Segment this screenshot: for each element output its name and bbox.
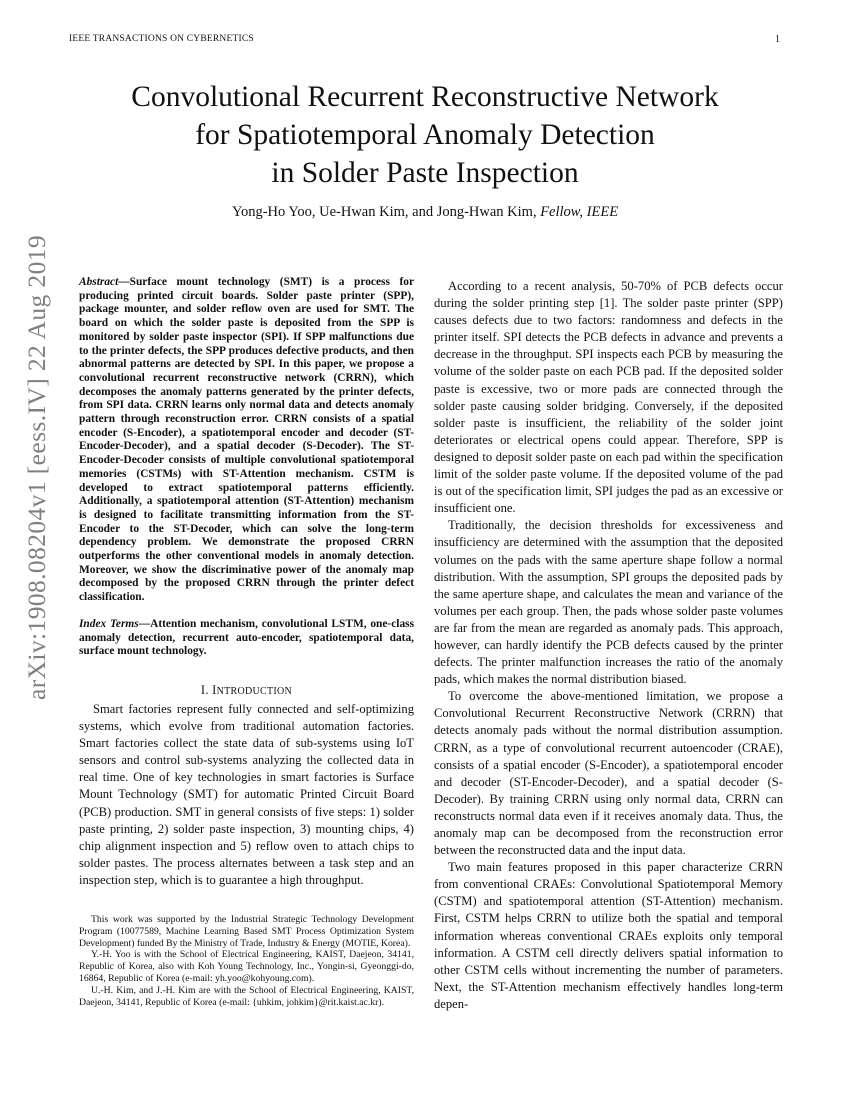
abstract-text: —Surface mount technology (SMT) is a process for producing printed circuit boards. Solder paste printer (SPP), package mounter, and solder reflow oven are used for SMT. The board on which the solder paste is deposited from the SPP is monitored by solder paste inspector (SPI). If SPP malfunctions due to the printer defects, the SPP produces defective products, and then abnormal patterns are detected by SPI. In this paper, we propose a convolutional recurrent reconstructive network (CRRN), which decomposes the anomaly patterns generated by the printer defects, from SPI data. CRRN learns only normal data and detects anomaly pattern through reconstruction error. CRRN consists of a spatial encoder (S-Encoder), a spatiotemporal encoder and decoder (ST-Encoder-Decoder), and a spatial decoder (S-Decoder). The ST-Encoder-Decoder consists of multiple convolutional spatiotemporal memories (CSTMs) with ST-Attention mechanism. CSTM is developed to extract spatiotemporal patterns efficiently. Additionally, a spatiotemporal attention (ST-Attention) mechanism is designed to facilitate transmitting information from the ST-Encoder to the ST-Decoder, which can solve the long-term dependency problem. We demonstrate the proposed CRRN outperforms the other conventional models in anomaly detection. Moreover, we show the discriminative power of the anomaly map decomposed by the proposed CRRN through the printer defect classification. xyxy=(79,276,414,604)
section-title-initial: I xyxy=(212,683,217,697)
right-paragraph-2: Traditionally, the decision thresholds for excessiveness and insufficiency are determined with the assumption that the deposited volumes on the pads with the same aperture shape follow a normal distribution. With the assumption, SPI groups the deposited pads by the same aperture shape, and calculates the mean and variance of the volumes per each group. Then, the pads whose solder paste volumes are far from the mean are regarded as anomaly pads. This approach, however, can hardly identify the PCB defects caused by the printer defects. The printer malfunction increases the ratio of the anomaly pads, which makes the normal distribution biased. xyxy=(434,518,783,687)
right-paragraph-4: Two main features proposed in this paper characterize CRRN from conventional CRAEs: Convolutional Spatiotemporal Memory (CSTM) and spatiotemporal attention (ST-Attention) mechanism. First, CSTM helps CRRN to utilize both the spatial and temporal information whereas conventional CRAEs exploits only temporal information. A CSTM cell directly delivers spatial information to other CSTM cells without incrementing the number of parameters. Next, the ST-Attention mechanism effectively handles long-term depen- xyxy=(434,860,783,1011)
footnotes xyxy=(79,914,414,1008)
title-line-1: Convolutional Recurrent Reconstructive Network xyxy=(131,81,719,113)
introduction-body xyxy=(79,701,414,889)
index-terms xyxy=(79,618,414,659)
section-number: I. xyxy=(200,683,213,697)
author-fellow-suffix: Fellow, IEEE xyxy=(540,204,619,220)
intro-paragraph-1: Smart factories represent fully connected and self-optimizing systems, which evolve from traditional automation factories. Smart factories collect the state data of sub-systems using IoT sensors and control sub-systems analyzing the collected data in real time. One of key technologies in smart factories is Surface Mount Technology (SMT) for automatic Printed Circuit Board (PCB) production. SMT in general consists of five steps: 1) solder paste printing, 2) solder paste inspection, 3) mounting chips, 4) chip alignment inspection and 5) reflow oven to attach chips to solder pastes. The process alternates between a task step and an inspection step, which is to guarantee a high throughput. xyxy=(79,702,414,887)
arxiv-identifier: arXiv:1908.08204v1 [eess.IV] 22 Aug 2019 xyxy=(22,234,51,700)
index-terms-label: Index Terms xyxy=(79,618,139,630)
footnote-funding: This work was supported by the Industrial Strategic Technology Development Program (10077589, Machine Learning Based SMT Process Optimization System Development) funded By the Ministry of Trade, Industry & Energy (MOTIE, Korea). xyxy=(79,914,414,949)
right-paragraph-3: To overcome the above-mentioned limitation, we propose a Convolutional Recurrent Reconstructive Network (CRRN) that detects anomaly pads without the normal distribution assumption. CRRN, as a type of convolutional recurrent autoencoder (CRAE), consists of a spatial encoder (S-Encoder), a spatiotemporal encoder and decoder (ST-Encoder-Decoder), and a spatial decoder (S-Decoder). By training CRRN using only normal data, CRRN can reconstructs normal data even if it receives anomaly data. Thus, the anomaly map can be decomposed from the reconstruction error between the reconstructed data and the input data. xyxy=(434,689,783,858)
index-terms-text: —Attention mechanism, convolutional LSTM, one-class anomaly detection, recurrent auto-encoder, spatiotemporal data, surface mount technology. xyxy=(79,618,415,658)
abstract xyxy=(79,276,414,605)
right-column-body xyxy=(434,278,783,1013)
page-number: 1 xyxy=(775,34,780,45)
paper-title xyxy=(60,78,790,192)
section-heading-introduction xyxy=(79,683,414,698)
title-line-3: in Solder Paste Inspection xyxy=(271,157,579,189)
journal-running-head: IEEE TRANSACTIONS ON CYBERNETICS xyxy=(69,34,254,44)
section-title-rest: NTRODUCTION xyxy=(216,686,293,697)
author-names: Yong-Ho Yoo, Ue-Hwan Kim, and Jong-Hwan Kim, xyxy=(231,204,541,220)
title-line-2: for Spatiotemporal Anomaly Detection xyxy=(195,119,655,151)
abstract-label: Abstract xyxy=(79,276,119,288)
right-paragraph-1: According to a recent analysis, 50-70% of PCB defects occur during the solder printing step [1]. The solder paste printer (SPP) causes defects due to two factors: randomness and defects in the printer itself. SPI detects the PCB defects in advance and prevents a decrease in the throughput. SPI inspects each PCB by measuring the volume of the solder paste on each PCB pad. If the deposited solder paste is excessive, two or more pads are connected through the solder paste causing solder bridging. Conversely, if the deposited solder paste is insufficient, the reliability of the solder joint deteriorates or electrical opens could appear. Therefore, SPP is designed to deposit solder paste on each pad within the specification limit of the solder paste volume. If the deposited volume of the pad is out of the specification limit, SPI judges the pad as an excessive or insufficient one. xyxy=(434,279,783,516)
author-list xyxy=(60,204,790,221)
footnote-author-1: Y.-H. Yoo is with the School of Electrical Engineering, KAIST, Daejeon, 34141, Republic of Korea, also with Koh Young Technology, Inc., Yongin-si, Gyeonggi-do, 16864, Republic of Korea (e-mail: yh.yoo@kohyoung.com). xyxy=(79,949,414,984)
footnote-author-2: U.-H. Kim, and J.-H. Kim are with the School of Electrical Engineering, KAIST, Daejeon, 34141, Republic of Korea (e-mail: {uhkim, johkim}@rit.kaist.ac.kr). xyxy=(79,984,414,1008)
